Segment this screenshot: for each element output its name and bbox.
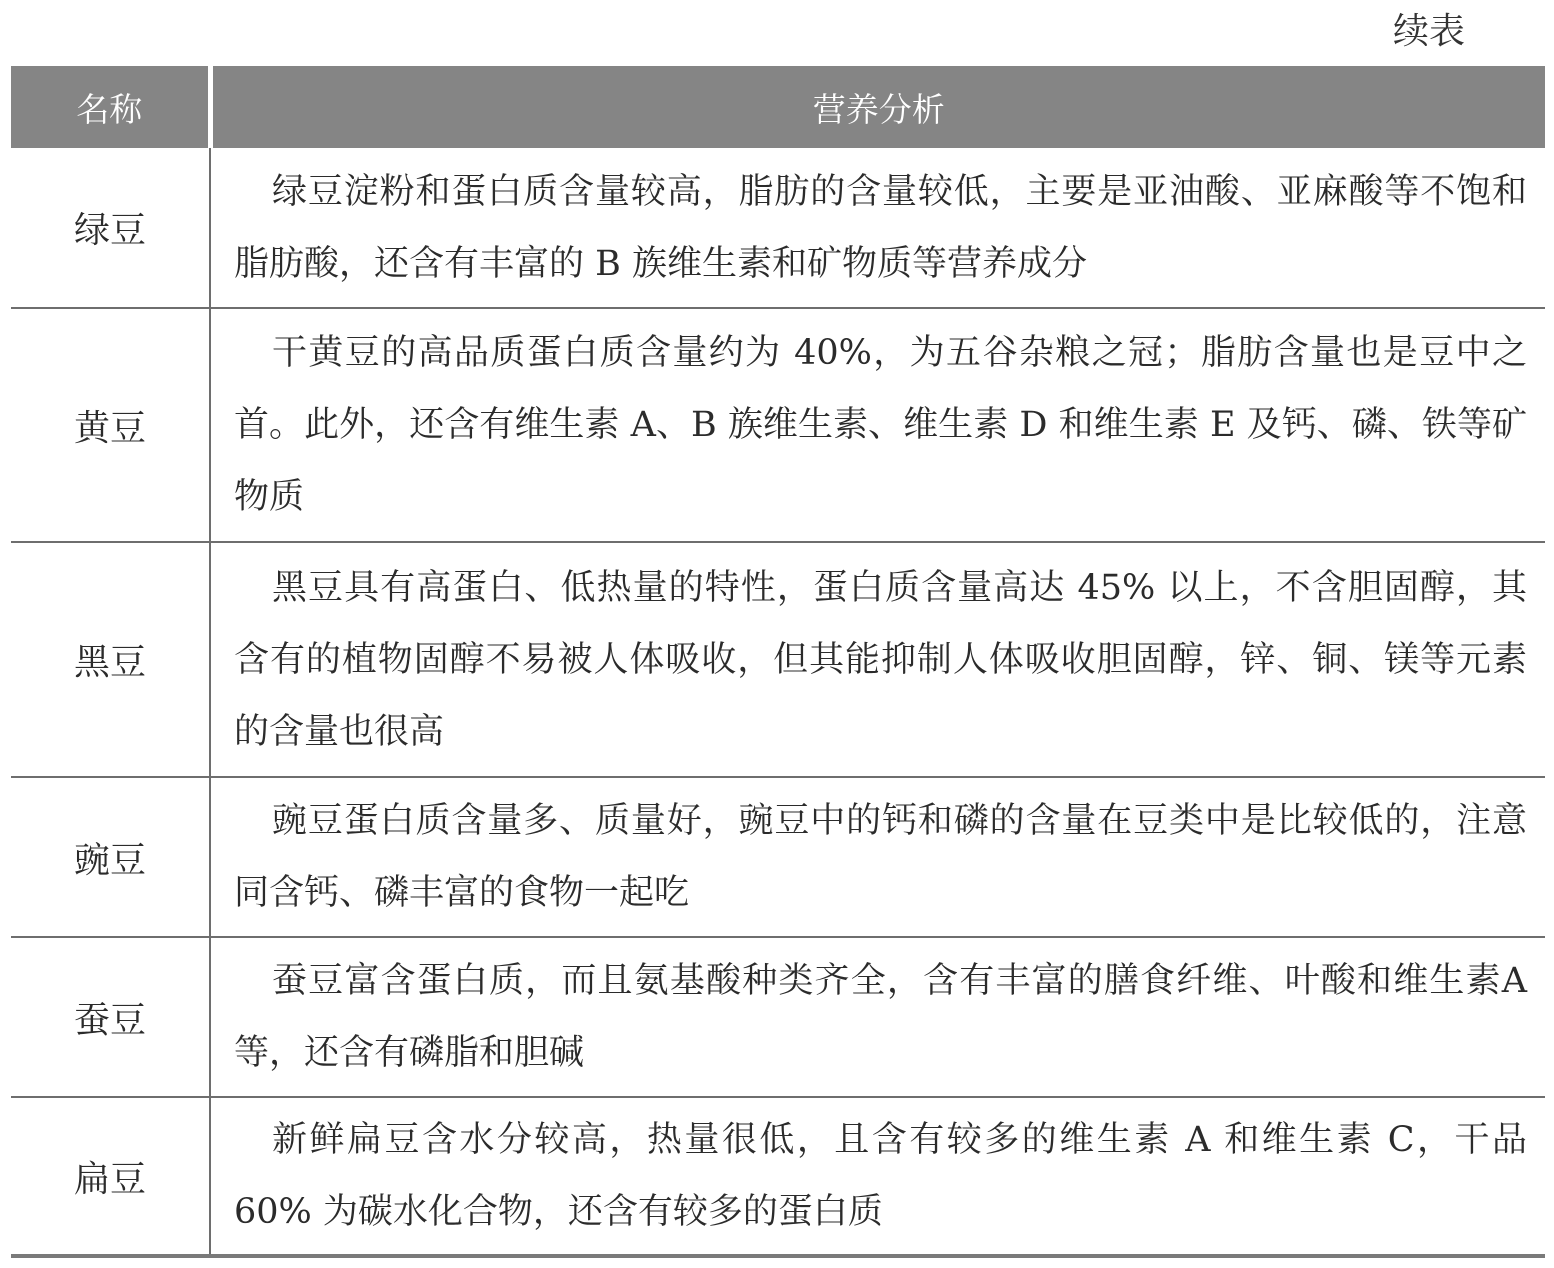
table-row <box>11 308 1545 542</box>
bean-name: 豌豆 <box>11 777 210 937</box>
nutrition-analysis: 豌豆蛋白质含量多、质量好，豌豆中的钙和磷的含量在豆类中是比较低的，注意同含钙、磷丰富的食物一起吃 <box>210 777 1545 937</box>
nutrition-analysis: 干黄豆的高品质蛋白质含量约为 40%，为五谷杂粮之冠；脂肪含量也是豆中之首。此外，还含有维生素 A、B 族维生素、维生素 D 和维生素 E 及钙、磷、铁等矿物质 <box>210 308 1545 542</box>
header-name: 名称 <box>11 66 210 148</box>
nutrition-table <box>11 66 1545 1258</box>
bean-name: 蚕豆 <box>11 937 210 1097</box>
table-row <box>11 542 1545 777</box>
nutrition-analysis: 新鲜扁豆含水分较高，热量很低，且含有较多的维生素 A 和维生素 C，干品 60% 为碳水化合物，还含有较多的蛋白质 <box>210 1097 1545 1256</box>
table-row <box>11 777 1545 937</box>
header-row <box>11 66 1545 148</box>
header-analysis: 营养分析 <box>812 89 945 129</box>
table-caption: 续表 <box>1393 11 1466 52</box>
table-row <box>11 1097 1545 1256</box>
table-row <box>11 937 1545 1097</box>
nutrition-analysis: 绿豆淀粉和蛋白质含量较高，脂肪的含量较低，主要是亚油酸、亚麻酸等不饱和脂肪酸，还含有丰富的 B 族维生素和矿物质等营养成分 <box>210 148 1545 308</box>
bean-name: 黑豆 <box>11 542 210 777</box>
nutrition-analysis: 蚕豆富含蛋白质，而且氨基酸种类齐全，含有丰富的膳食纤维、叶酸和维生素A等，还含有磷脂和胆碱 <box>210 937 1545 1097</box>
bean-name: 扁豆 <box>11 1097 210 1256</box>
table-header <box>11 66 1545 148</box>
bean-name: 绿豆 <box>11 148 210 308</box>
bean-name: 黄豆 <box>11 308 210 542</box>
nutrition-analysis: 黑豆具有高蛋白、低热量的特性，蛋白质含量高达 45% 以上，不含胆固醇，其含有的植物固醇不易被人体吸收，但其能抑制人体吸收胆固醇，锌、铜、镁等元素的含量也很高 <box>210 542 1545 777</box>
table-body <box>11 148 1545 1256</box>
table-row <box>11 148 1545 308</box>
